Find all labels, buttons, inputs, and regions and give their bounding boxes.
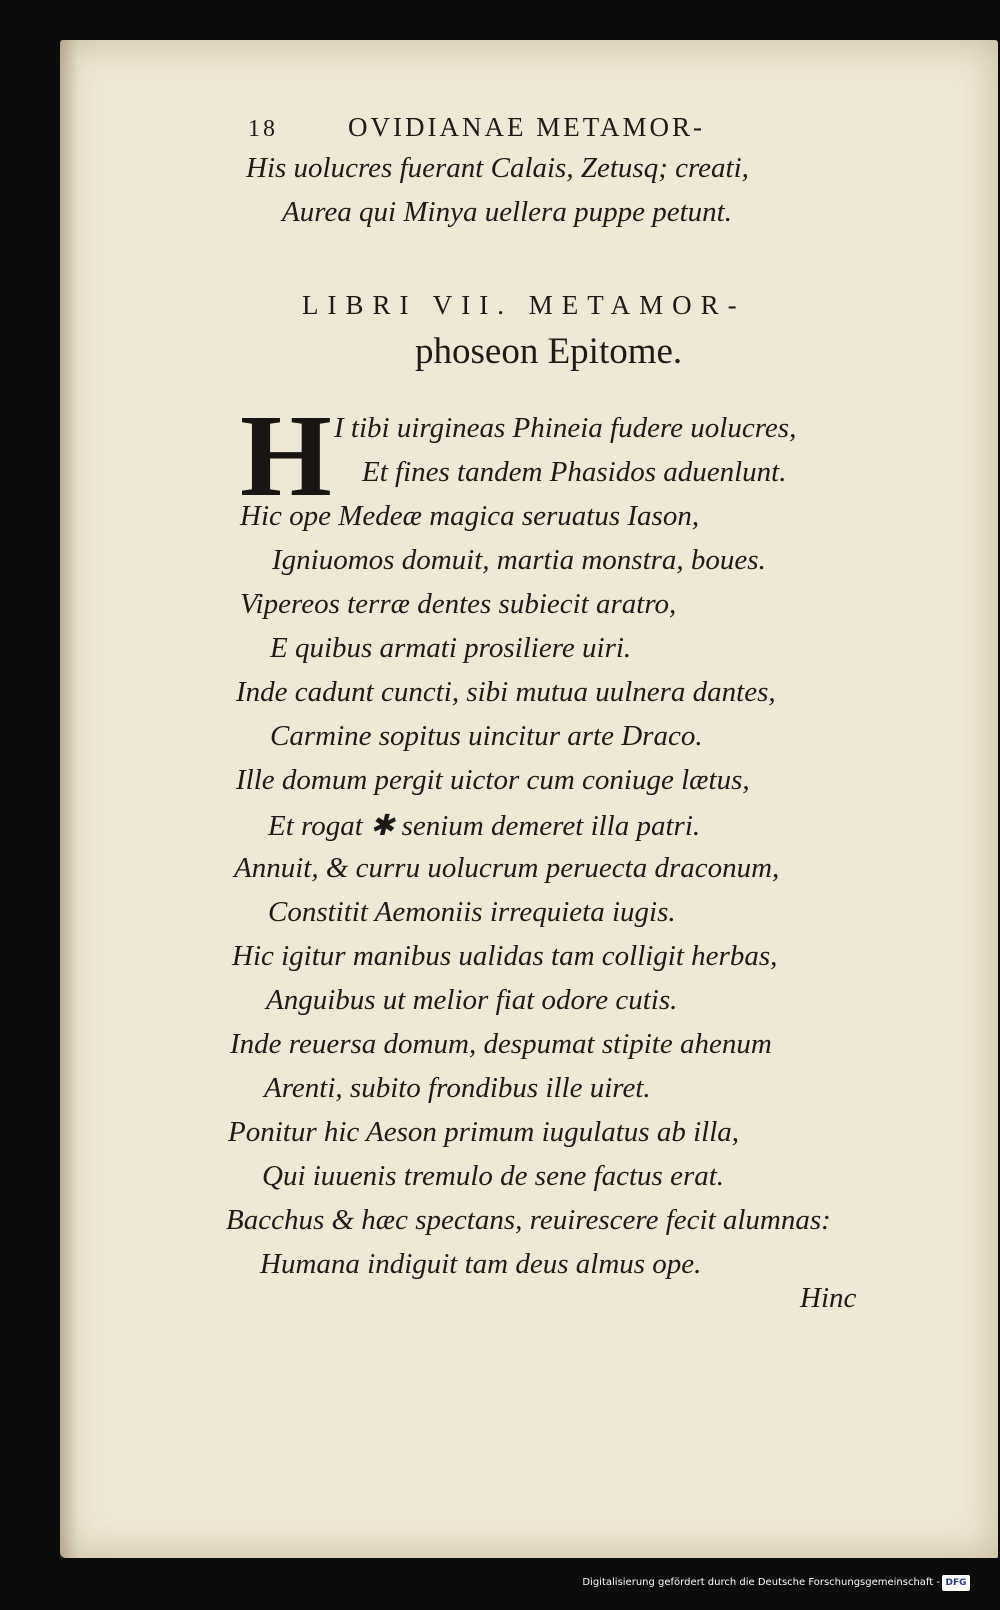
verse-line: I tibi uirgineas Phineia fudere uolucres, (334, 412, 797, 444)
section-title-line-2: phoseon Epitome. (415, 331, 683, 372)
verse-line: Qui iuuenis tremulo de sene factus erat. (262, 1160, 725, 1192)
verse-line: Anguibus ut melior fiat odore cutis. (266, 984, 678, 1016)
previous-verse-line: Aurea qui Minya uellera puppe petunt. (282, 196, 732, 228)
verse-line: E quibus armati prosiliere uiri. (270, 632, 632, 664)
verse-line: Carmine sopitus uincitur arte Draco. (270, 720, 703, 752)
verse-line: Ponitur hic Aeson primum iugulatus ab illa, (228, 1116, 739, 1148)
verse-line: Bacchus & hæc spectans, reuirescere fecit alumnas: (226, 1204, 831, 1236)
verse-line: Annuit, & curru uolucrum peruecta draconum, (234, 852, 780, 884)
verse-line: Et fines tandem Phasidos aduenlunt. (362, 456, 787, 488)
digitization-credit: Digitalisierung gefördert durch die Deutsche Forschungsgemeinschaft - (582, 1577, 940, 1588)
book-page (60, 40, 998, 1558)
verse-line: Hic ope Medeæ magica seruatus Iason, (240, 500, 700, 532)
verse-line: Ille domum pergit uictor cum coniuge lætus, (236, 764, 750, 796)
verse-line: Inde reuersa domum, despumat stipite ahenum (230, 1028, 772, 1060)
verse-line: Constitit Aemoniis irrequieta iugis. (268, 896, 676, 928)
running-head-title: OVIDIANAE METAMOR- (348, 112, 706, 142)
catchword: Hinc (800, 1282, 857, 1314)
verse-line: Inde cadunt cuncti, sibi mutua uulnera dantes, (236, 676, 776, 708)
verse-line: Hic igitur manibus ualidas tam colligit herbas, (232, 940, 778, 972)
folio-number: 18 (248, 116, 278, 142)
previous-verse-line: His uolucres fuerant Calais, Zetusq; creati, (246, 152, 749, 184)
verse-line: Vipereos terræ dentes subiecit aratro, (240, 588, 677, 620)
section-title-line-1: LIBRI VII. METAMOR- (302, 290, 746, 320)
drop-initial: H (240, 390, 332, 521)
verse-line: Humana indiguit tam deus almus ope. (260, 1248, 702, 1280)
verse-line: Igniuomos domuit, martia monstra, boues. (272, 544, 766, 576)
running-head (248, 112, 705, 143)
dfg-logo-icon: DFG (942, 1575, 970, 1591)
verse-line: Arenti, subito frondibus ille uiret. (264, 1072, 651, 1104)
verse-line: Et rogat ✱ senium demeret illa patri. (268, 810, 701, 842)
